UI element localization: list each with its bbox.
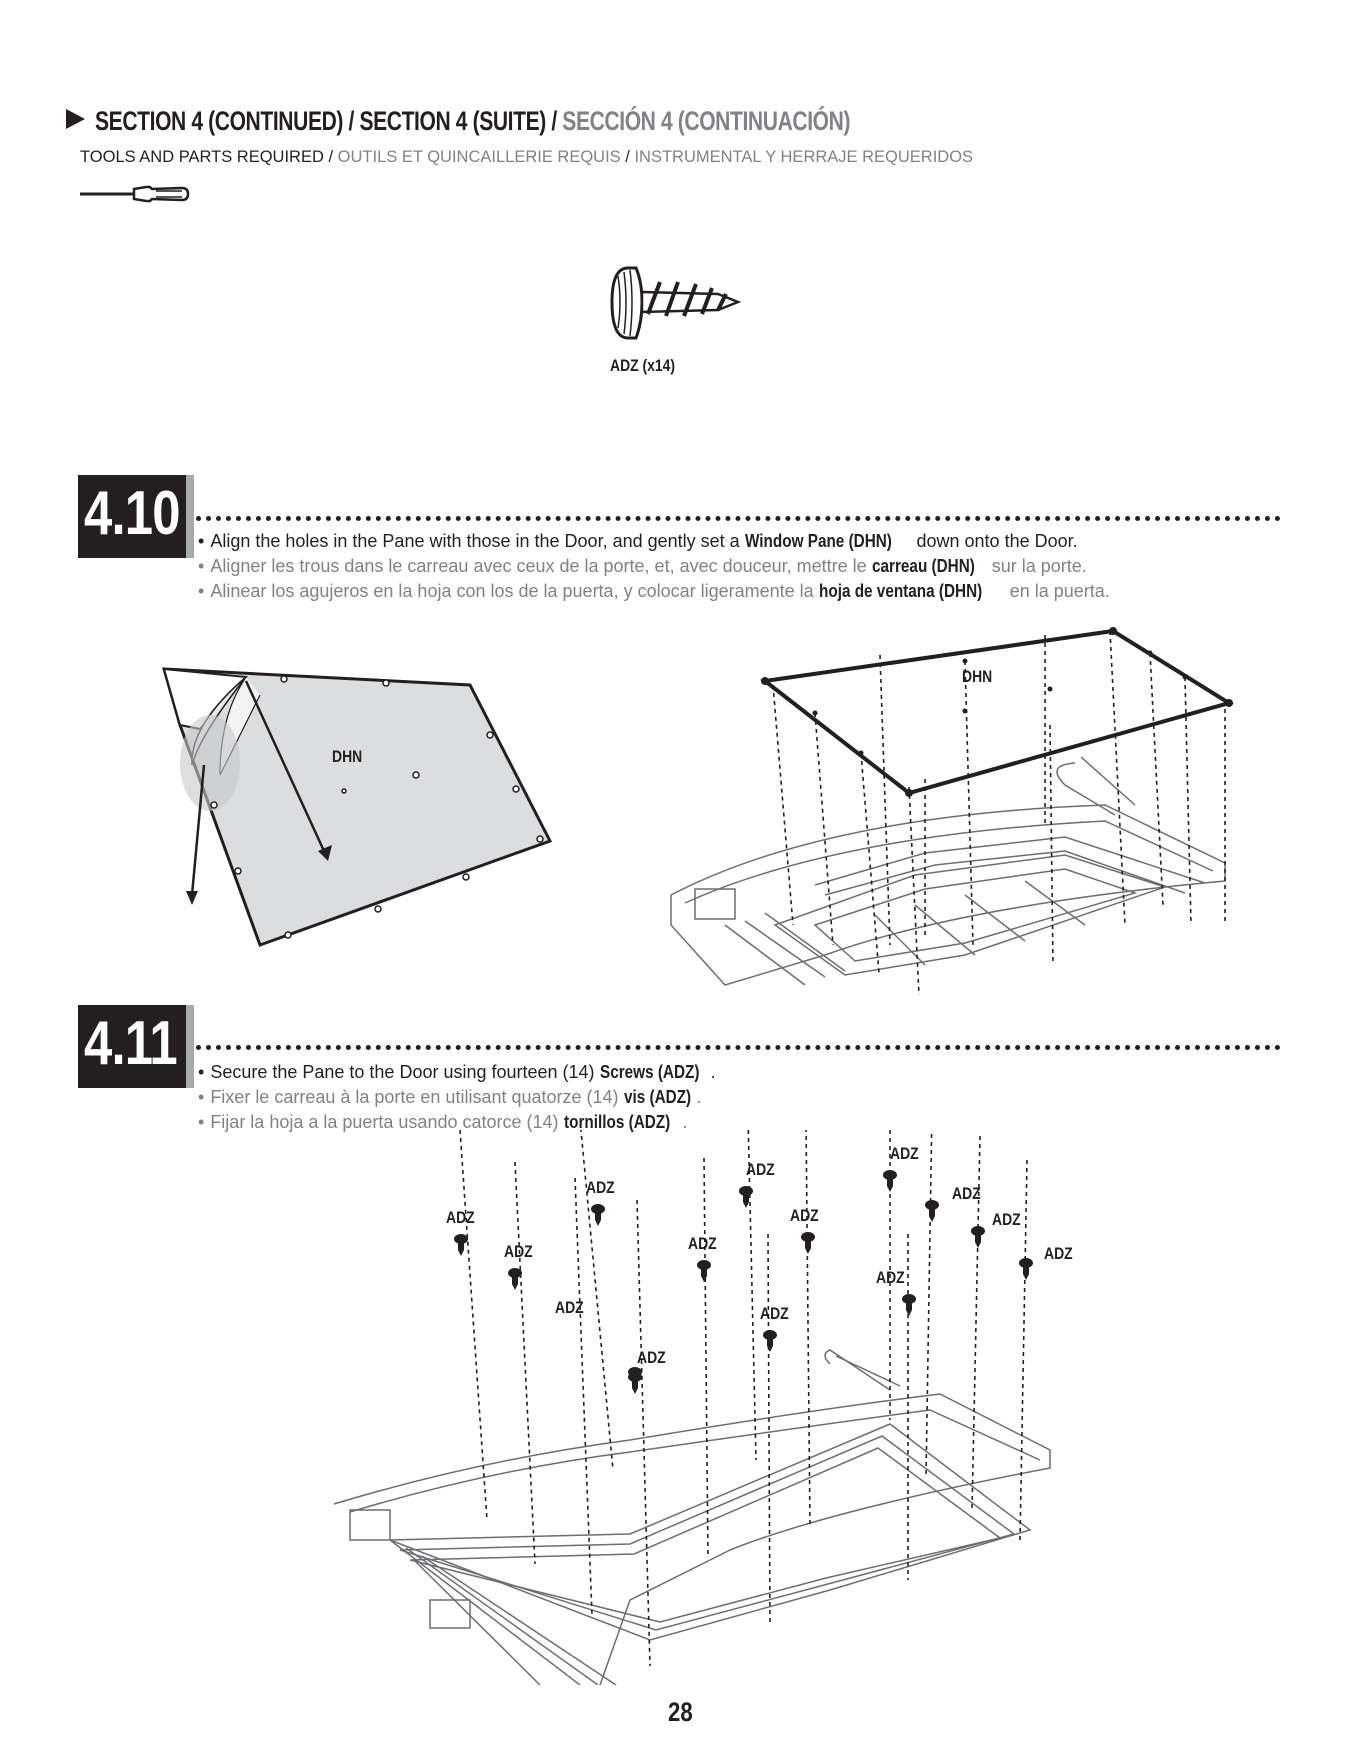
screw-icon — [697, 1260, 711, 1282]
step-instructions — [198, 1060, 716, 1135]
instruction-es: • Alinear los agujeros en la hoja con los de la puerta, y colocar ligeramente la hoja de ventana (DHN) en la puerta. — [198, 581, 1110, 601]
pane-label-right: DHN — [962, 667, 993, 686]
screw-icon — [608, 262, 742, 346]
screw-callout-label: ADZ — [890, 1144, 919, 1163]
screw-callout-label: ADZ — [790, 1206, 819, 1225]
tools-required-line — [80, 148, 973, 167]
step-instructions — [198, 529, 1110, 604]
instruction-en: • Secure the Pane to the Door using fourteen (14) Screws (ADZ) . — [198, 1062, 716, 1082]
screw-callout-label: ADZ — [504, 1242, 533, 1261]
dotted-divider — [196, 516, 1281, 521]
section-title-en: SECTION 4 (CONTINUED) — [95, 106, 344, 136]
screw-callout-label: ADZ — [688, 1234, 717, 1253]
section-title-fr: SECTION 4 (SUITE) — [359, 106, 546, 136]
screw-icon — [628, 1372, 642, 1394]
screw-callout-label: ADZ — [586, 1178, 615, 1197]
page-number: 28 — [668, 1697, 693, 1727]
screw-part-label: ADZ (x14) — [610, 356, 676, 375]
step-number-badge — [78, 1005, 186, 1088]
title-separator: / — [545, 106, 563, 136]
tools-label-en: TOOLS AND PARTS REQUIRED — [80, 148, 324, 166]
screw-icon — [925, 1200, 939, 1222]
instruction-es: • Fijar la hoja a la puerta usando catorce (14) tornillos (ADZ) . — [198, 1112, 688, 1132]
pane-label-left: DHN — [332, 747, 363, 766]
title-separator: / — [343, 106, 360, 136]
screw-callout-label: ADZ — [1044, 1244, 1073, 1263]
screw-callout-label: ADZ — [876, 1268, 905, 1287]
section-header — [66, 106, 1063, 137]
screw-callout-label: ADZ — [992, 1210, 1021, 1229]
screw-callout-label: ADZ — [760, 1304, 789, 1323]
screwdriver-icon — [78, 183, 190, 205]
step-badge-shadow — [186, 1005, 194, 1088]
screw-icon — [883, 1170, 897, 1192]
tools-label-es: INSTRUMENTAL Y HERRAJE REQUERIDOS — [634, 148, 974, 166]
screw-icon — [971, 1226, 985, 1248]
screw-icon — [591, 1204, 605, 1226]
screw-icon — [763, 1330, 777, 1352]
step-number-badge — [78, 475, 186, 558]
screw-icon — [454, 1234, 468, 1256]
tools-separator: / — [620, 148, 635, 166]
instruction-fr: • Fixer le carreau à la porte en utilisant quatorze (14) vis (ADZ) . — [198, 1087, 702, 1107]
screw-callout-label: ADZ — [637, 1348, 666, 1367]
play-arrow-icon — [66, 109, 85, 129]
screw-callout-label: ADZ — [952, 1184, 981, 1203]
screw-icon — [801, 1232, 815, 1254]
screw-callout-label: ADZ — [555, 1298, 584, 1317]
screw-icon — [902, 1294, 916, 1316]
screw-icon — [739, 1186, 753, 1208]
step-number: 4.10 — [84, 479, 180, 548]
tools-separator: / — [323, 148, 338, 166]
instruction-en: • Align the holes in the Pane with those in the Door, and gently set a Window Pane (DHN) down onto the Door. — [198, 531, 1078, 551]
dotted-divider — [196, 1045, 1281, 1050]
screw-callout-label: ADZ — [746, 1160, 775, 1179]
screw-icon — [1019, 1258, 1033, 1280]
pane-alignment-illustration — [665, 625, 1255, 1005]
section-title-es: SECCIÓN 4 (CONTINUACIÓN) — [562, 106, 851, 136]
tools-label-fr: OUTILS ET QUINCAILLERIE REQUIS — [337, 148, 621, 166]
screw-icon — [508, 1268, 522, 1290]
screw-installation-illustration — [330, 1130, 1080, 1685]
instruction-fr: • Aligner les trous dans le carreau avec ceux de la porte, et, avec douceur, mettre le carreau (DHN) sur la porte. — [198, 556, 1087, 576]
step-number: 4.11 — [84, 1009, 177, 1078]
step-badge-shadow — [186, 475, 194, 558]
pane-peel-illustration — [160, 655, 580, 955]
screw-callout-label: ADZ — [446, 1208, 475, 1227]
